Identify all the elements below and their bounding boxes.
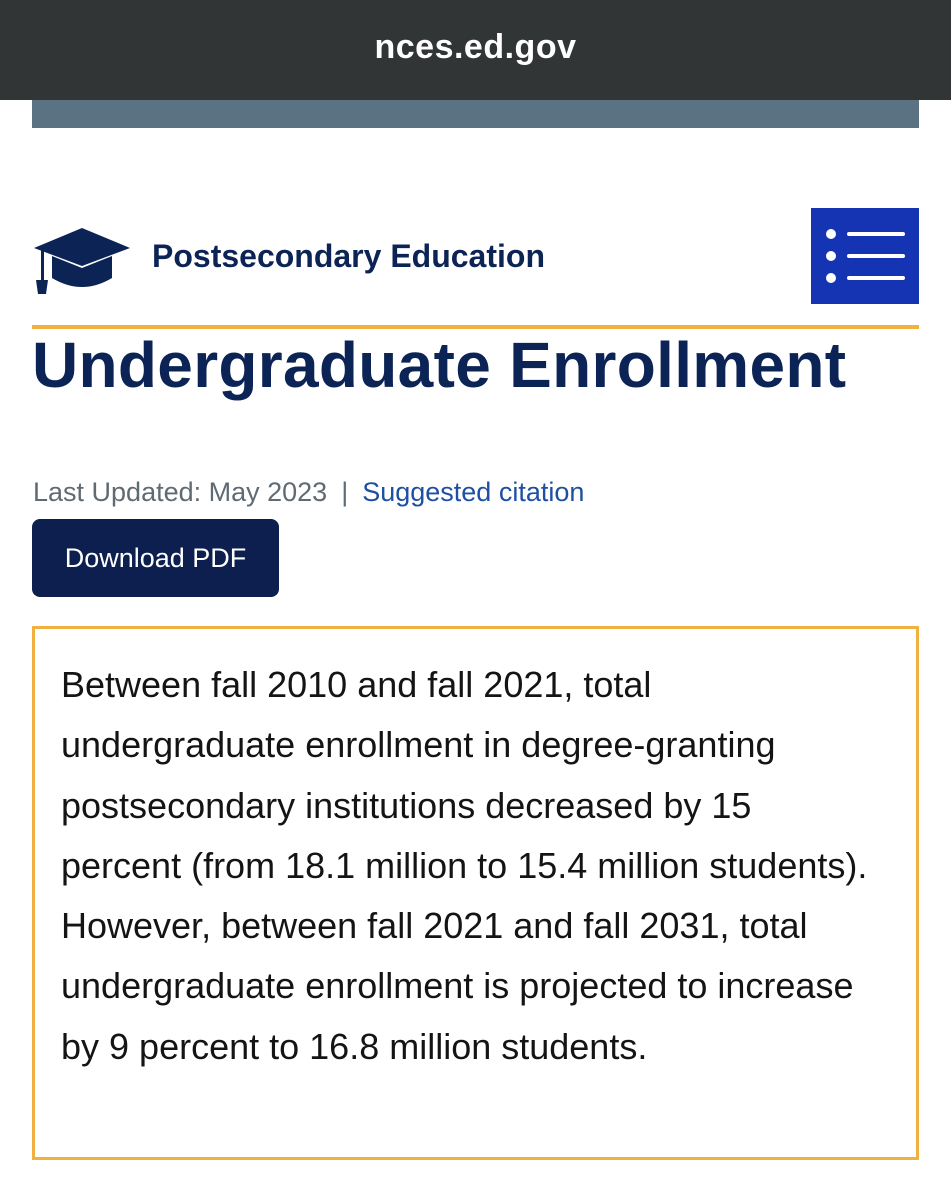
browser-address-bar[interactable]: [0, 0, 951, 100]
summary-box: [32, 626, 919, 1160]
last-updated: Last Updated: May 2023: [33, 477, 328, 507]
meta-separator: |: [341, 477, 349, 507]
meta-row: [33, 477, 584, 508]
url-text[interactable]: nces.ed.gov: [374, 27, 577, 66]
download-pdf-button[interactable]: Download PDF: [32, 519, 279, 597]
summary-text: Between fall 2010 and fall 2021, total undergraduate enrollment in degree-granting postsecondary institutions decreased by 15 percent (from 18.1 million to 15.4 million students). However, between fall 2021 and fall 2031, total undergraduate enrollment is projected to increase by 9 percent to 16.8 million students.: [61, 664, 868, 1067]
list-menu-icon: [811, 208, 919, 304]
section-header: [32, 208, 919, 304]
site-banner-strip: [32, 100, 919, 128]
menu-button[interactable]: [811, 208, 919, 304]
section-title[interactable]: Postsecondary Education: [152, 238, 545, 274]
suggested-citation-link[interactable]: Suggested citation: [362, 477, 585, 507]
graduation-cap-icon: [32, 226, 132, 296]
page-title: Undergraduate Enrollment: [32, 329, 847, 401]
